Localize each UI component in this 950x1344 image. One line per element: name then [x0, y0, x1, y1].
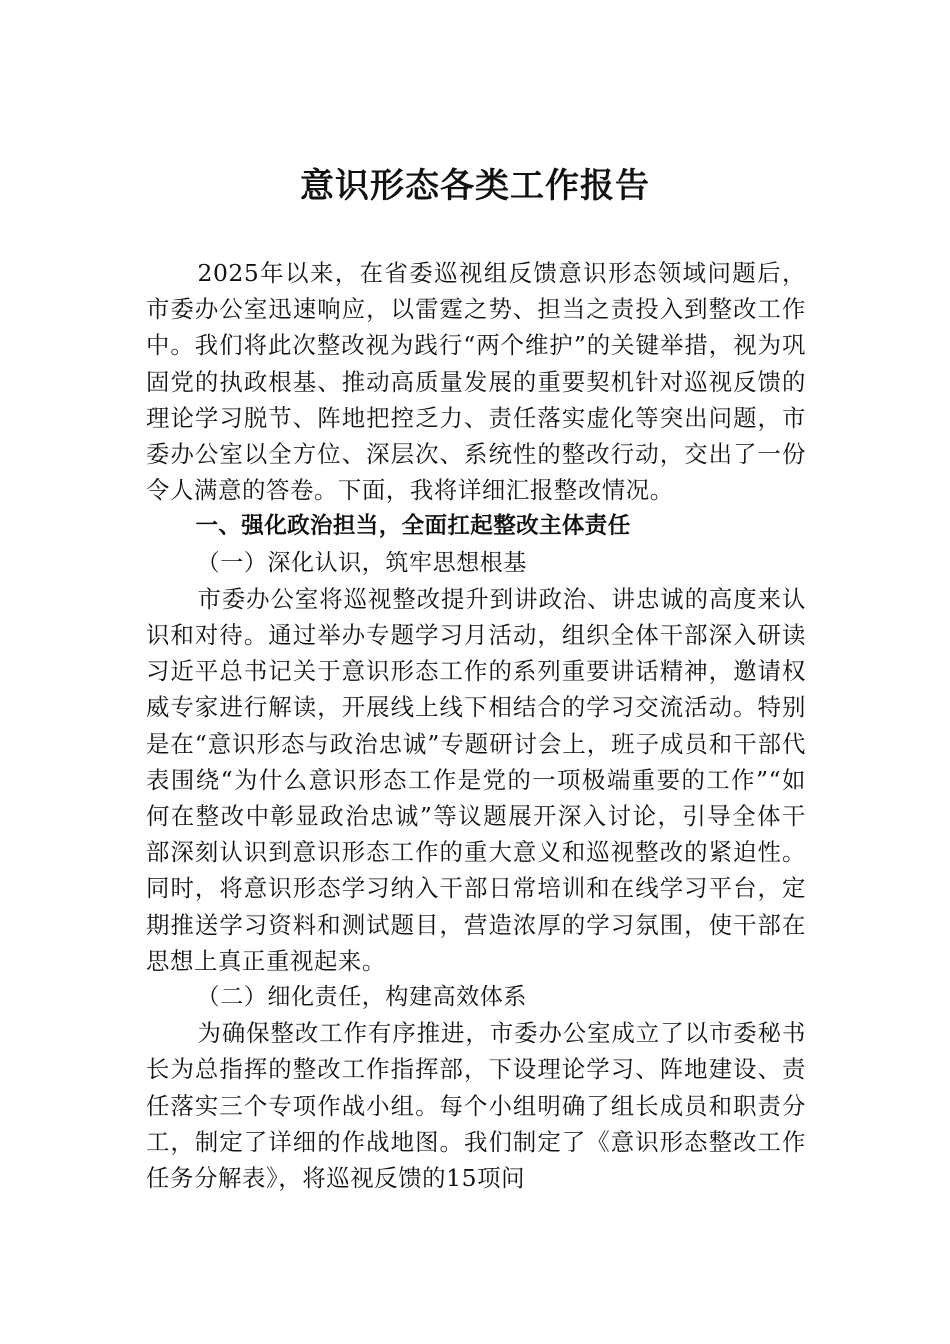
subsection-2-heading: （二）细化责任，构建高效体系 — [196, 984, 527, 1011]
document-body — [146, 255, 806, 1196]
document-title: 意识形态各类工作报告 — [300, 166, 650, 206]
section-1-heading: 一、强化政治担当，全面扛起整改主体责任 — [195, 513, 631, 540]
intro-paragraph: 2025年以来，在省委巡视组反馈意识形态领域问题后，市委办公室迅速响应，以雷霆之势、担当之责投入到整改工作中。我们将此次整改视为践行“两个维护”的关键举措，视为巩固党的执政根基、推动高质量发展的重要契机针对巡视反馈的理论学习脱节、阵地把控乏力、责任落实虚化等突出问题，市委办公室以全方位、深层次、系统性的整改行动，交出了一份令人满意的答卷。下面，我将详细汇报整改情况。 — [146, 259, 806, 505]
subsection-2-paragraph: 为确保整改工作有序推进，市委办公室成立了以市委秘书长为总指挥的整改工作指挥部，下设理论学习、阵地建设、责任落实三个专项作战小组。每个小组明确了组长成员和职责分工，制定了详细的作战地图。我们制定了《意识形态整改工作任务分解表》，将巡视反馈的15项问 — [146, 1019, 806, 1193]
subsection-1-heading: （一）深化认识，筑牢思想根基 — [196, 549, 527, 576]
subsection-1-paragraph: 市委办公室将巡视整改提升到讲政治、讲忠诚的高度来认识和对待。通过举办专题学习月活动，组织全体干部深入研读习近平总书记关于意识形态工作的系列重要讲话精神，邀请权威专家进行解读，开展线上线下相结合的学习交流活动。特别是在“意识形态与政治忠诚”专题研讨会上，班子成员和干部代表围绕“为什么意识形态工作是党的一项极端重要的工作”“如何在整改中彰显政治忠诚”等议题展开深入讨论，引导全体干部深刻认识到意识形态工作的重大意义和巡视整改的紧迫性。同时，将意识形态学习纳入干部日常培训和在线学习平台，定期推送学习资料和测试题目，营造浓厚的学习氛围，使干部在思想上真正重视起来。 — [146, 584, 806, 975]
